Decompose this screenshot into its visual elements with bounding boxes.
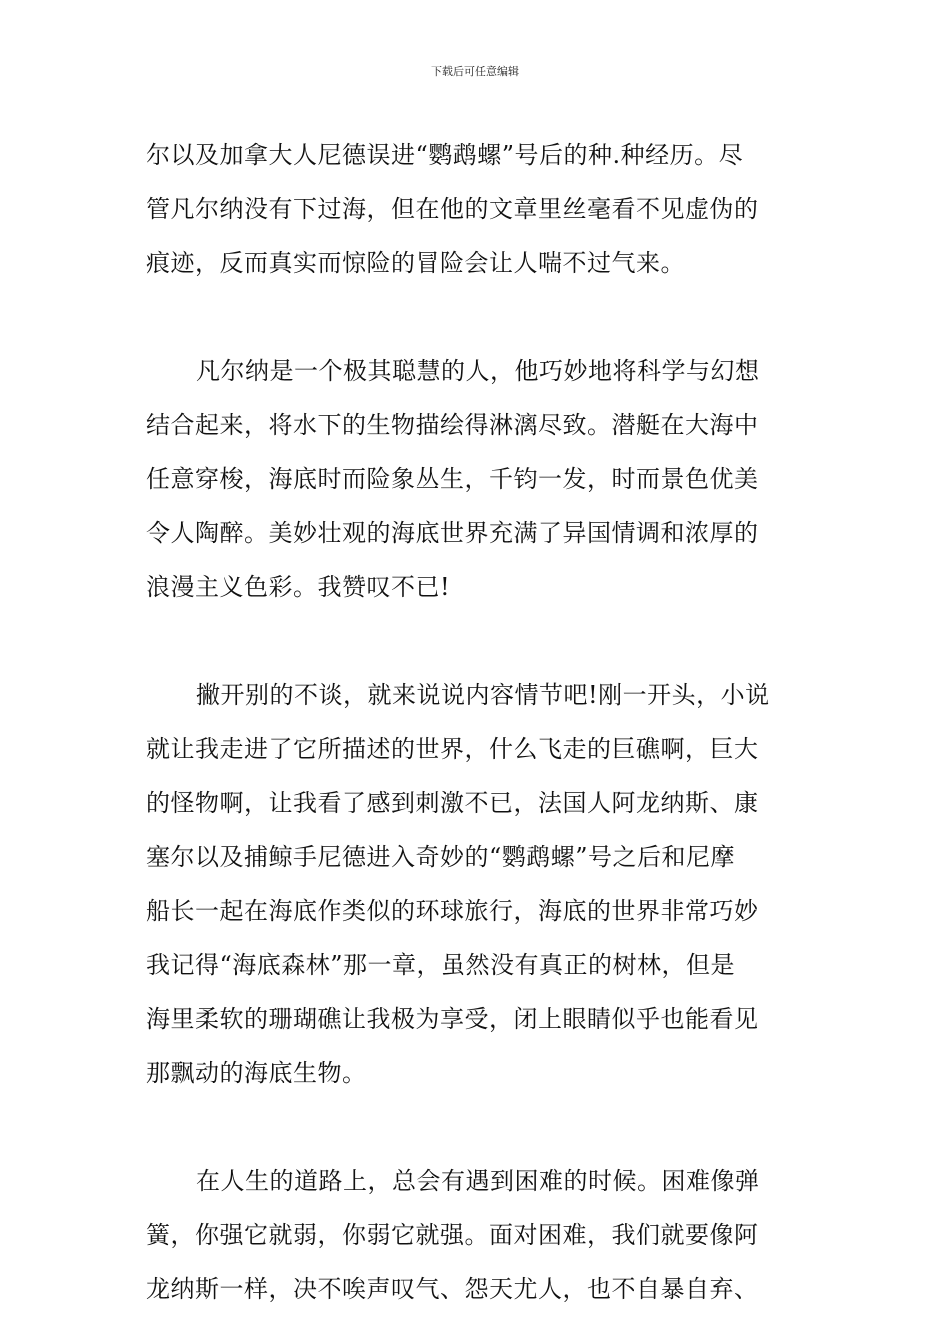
- paragraph-line: 尔以及加拿大人尼德误进“鹦鹉螺”号后的种.种经历。尽: [146, 141, 744, 169]
- paragraph-line: 海里柔软的珊瑚礁让我极为享受，闭上眼睛似乎也能看见: [146, 1005, 759, 1033]
- paragraph-line: 浪漫主义色彩。我赞叹不已!: [146, 573, 451, 601]
- paragraph-gap: [146, 1100, 806, 1154]
- paragraph-line: 痕迹，反而真实而惊险的冒险会让人喘不过气来。: [146, 249, 685, 277]
- paragraph-line: 令人陶醉。美妙壮观的海底世界充满了异国情调和浓厚的: [146, 519, 759, 547]
- paragraph-line: 管凡尔纳没有下过海，但在他的文章里丝毫看不见虚伪的: [146, 195, 759, 223]
- paragraph-line: 结合起来，将水下的生物描绘得淋漓尽致。潜艇在大海中: [146, 411, 759, 439]
- paragraph-line: 凡尔纳是一个极其聪慧的人，他巧妙地将科学与幻想: [196, 357, 760, 385]
- paragraph-gap: [146, 290, 806, 344]
- paragraph-line: 簧，你强它就弱，你弱它就强。面对困难，我们就要像阿: [146, 1221, 759, 1249]
- document-body: [146, 128, 806, 1316]
- paragraph-line: 那飘动的海底生物。: [146, 1059, 367, 1087]
- paragraph-gap: [146, 614, 806, 668]
- paragraph-line: 撇开别的不谈，就来说说内容情节吧!刚一开头，小说: [196, 681, 770, 709]
- paragraph-line: 任意穿梭，海底时而险象丛生，千钧一发，时而景色优美: [146, 465, 759, 493]
- paragraph-line: 我记得“海底森林”那一章，虽然没有真正的树林，但是: [146, 951, 736, 979]
- paragraph-line: 船长一起在海底作类似的环球旅行，海底的世界非常巧妙: [146, 897, 759, 925]
- paragraph-line: 就让我走进了它所描述的世界，什么飞走的巨礁啊，巨大: [146, 735, 759, 763]
- paragraph-line: 塞尔以及捕鲸手尼德进入奇妙的“鹦鹉螺”号之后和尼摩: [146, 843, 736, 871]
- paragraph-line: 的怪物啊，让我看了感到刺激不已，法国人阿龙纳斯、康: [146, 789, 759, 817]
- page-header: 下载后可任意编辑: [431, 65, 519, 78]
- paragraph-line: 在人生的道路上，总会有遇到困难的时候。困难像弹: [196, 1167, 760, 1195]
- paragraph-line: 龙纳斯一样，决不唉声叹气、怨天尤人，也不自暴自弃、: [146, 1275, 759, 1303]
